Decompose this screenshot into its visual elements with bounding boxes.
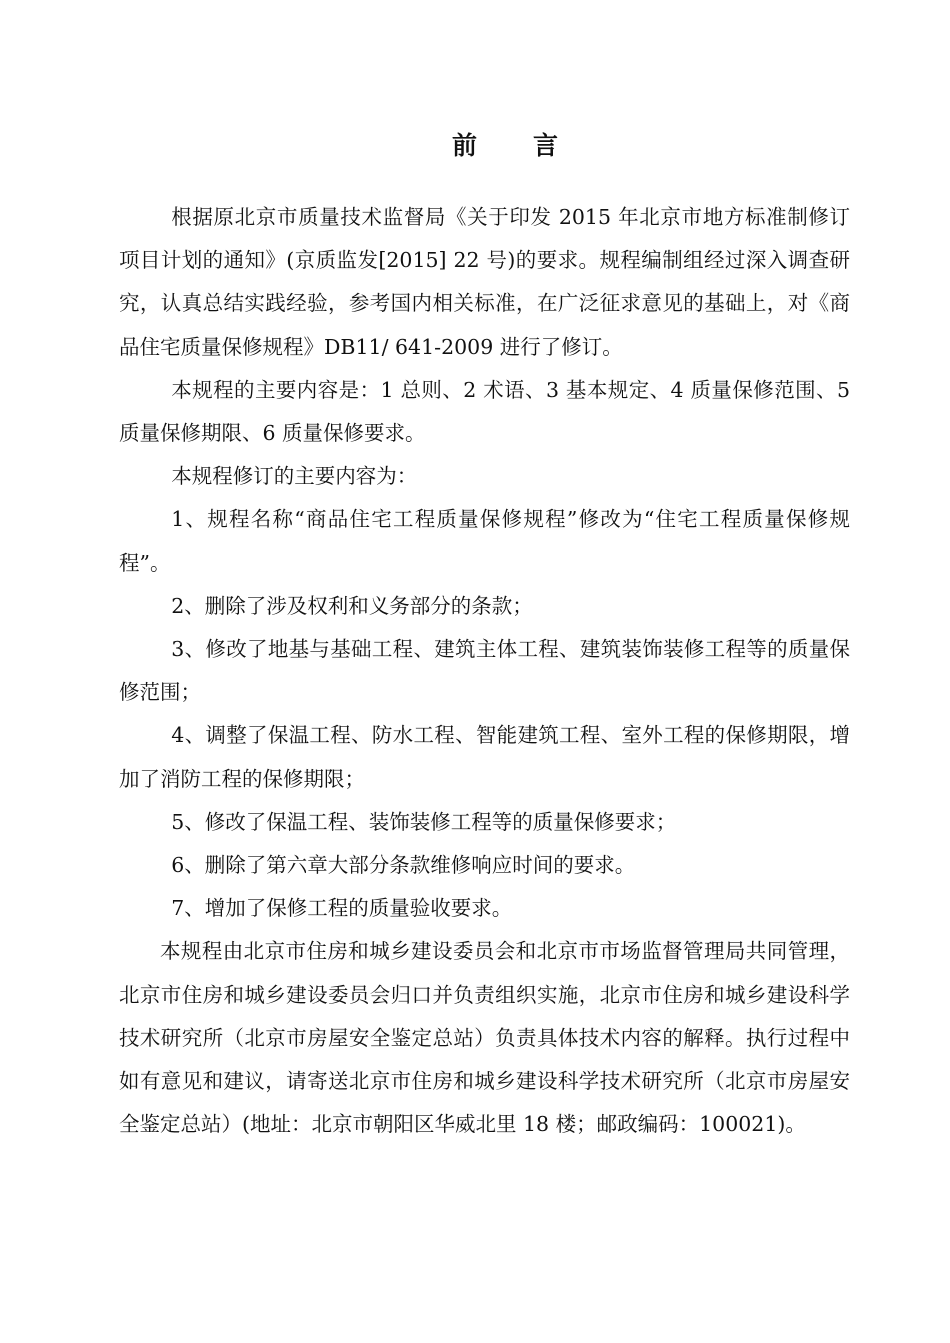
- paragraph-management: 本规程由北京市住房和城乡建设委员会和北京市市场监督管理局共同管理，北京市住房和城乡建设委员会归口并负责组织实施，北京市住房和城乡建设科学技术研究所（北京市房屋安全鉴定总站）负责具体技术内容的解释。执行过程中如有意见和建议，请寄送北京市住房和城乡建设科学技术研究所（北京市房屋安全鉴定总站）(地址：北京市朝阳区华威北里 18 楼；邮政编码：100021)。: [119, 939, 850, 1137]
- revision-item-1: 1、规程名称“商品住宅工程质量保修规程”修改为“住宅工程质量保修规程”。: [119, 507, 850, 575]
- page-title: [0, 128, 950, 164]
- revision-item-7: 7、增加了保修工程的质量验收要求。: [171, 896, 513, 921]
- paragraph-main-contents: 本规程的主要内容是：1 总则、2 术语、3 基本规定、4 质量保修范围、5 质量保修期限、6 质量保修要求。: [119, 377, 850, 446]
- preface-body: [119, 196, 850, 1146]
- revision-item-2: 2、删除了涉及权利和义务部分的条款；: [171, 593, 533, 618]
- title-char-1: 前: [451, 131, 477, 160]
- paragraph-basis: 根据原北京市质量技术监督局《关于印发 2015 年北京市地方标准制修订项目计划的通知》(京质监发[2015] 22 号)的要求。规程编制组经过深入调查研究，认真总结实践经验，参考国内相关标准，在广泛征求意见的基础上，对《商品住宅质量保修规程》DB11/ 641-2009 进行了修订。: [119, 205, 850, 359]
- revision-item-5: 5、修改了保温工程、装饰装修工程等的质量保修要求；: [171, 809, 677, 834]
- paragraph-revision-intro: 本规程修订的主要内容为：: [171, 464, 418, 489]
- revision-item-4: 4、调整了保温工程、防水工程、智能建筑工程、室外工程的保修期限，增加了消防工程的保修期限；: [119, 723, 850, 791]
- revision-item-6: 6、删除了第六章大部分条款维修响应时间的要求。: [171, 853, 636, 878]
- revision-item-3: 3、修改了地基与基础工程、建筑主体工程、建筑装饰装修工程等的质量保修范围；: [119, 637, 850, 705]
- title-char-2: 言: [533, 131, 559, 160]
